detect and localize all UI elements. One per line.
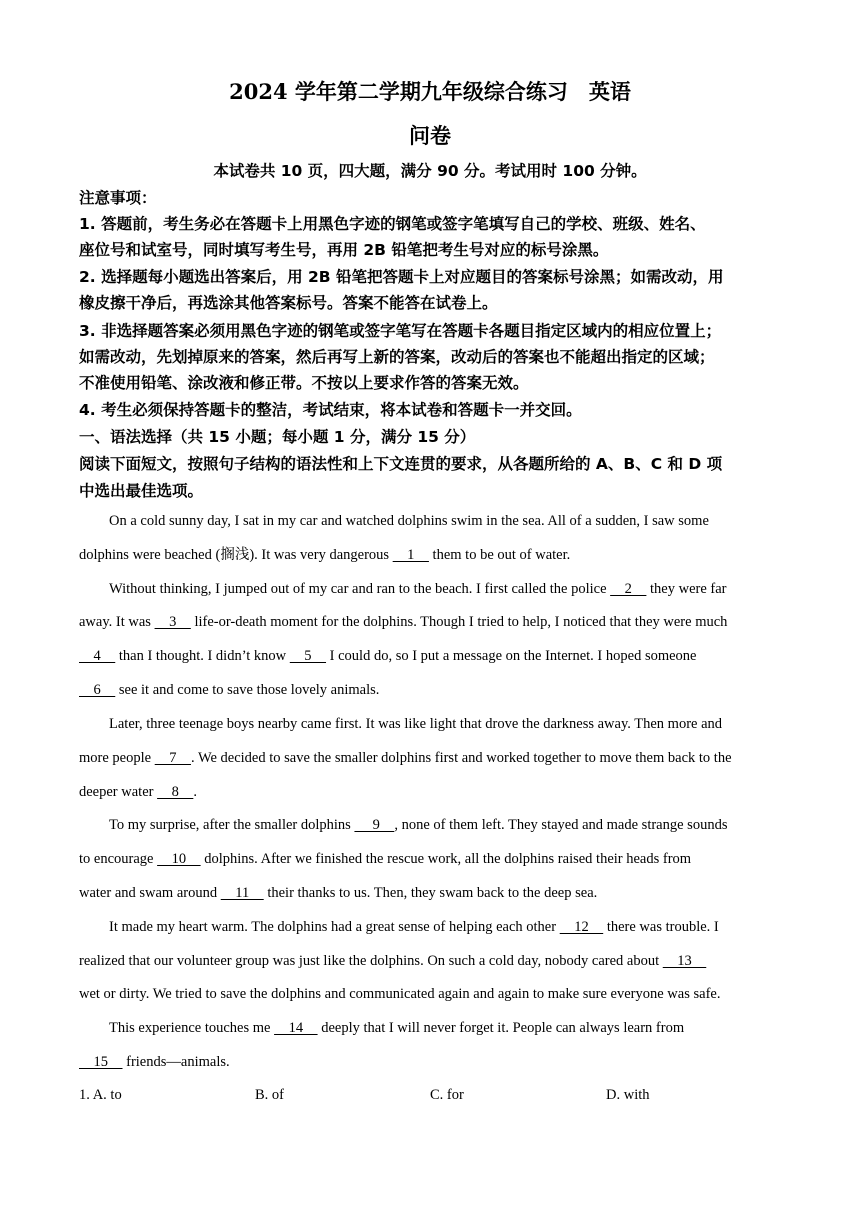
note-line: 橡皮擦干净后，再选涂其他答案标号。答案不能答在试卷上。 [79,294,498,312]
note-line: 3. 非选择题答案必须用黑色字迹的钢笔或签字笔写在答题卡各题目指定区域内的相应位置上； [79,322,722,340]
blank-13: 13 [662,953,707,969]
passage-line: To my surprise, after the smaller dolphins 9 , none of them left. They stayed and made strange sounds [109,817,728,833]
notes-heading: 注意事项： [79,189,157,207]
passage-line: more people 7 . We decided to save the smaller dolphins first and worked together to move them back to the [79,750,732,766]
note-line: 4. 考生必须保持答题卡的整洁，考试结束，将本试卷和答题卡一并交回。 [79,401,582,419]
passage-line: 4 than I thought. I didn’t know 5 I could do, so I put a message on the Internet. I hoped someone [79,648,697,664]
blank-1: 1 [392,547,429,563]
blank-7: 7 [154,750,191,766]
note-line: 如需改动，先划掉原来的答案，然后再写上新的答案，改动后的答案也不能超出指定的区域； [79,348,715,366]
note-line: 1. 答题前，考生务必在答题卡上用黑色字迹的钢笔或签字笔填写自己的学校、班级、姓名、 [79,215,706,233]
note-line: 不准使用铅笔、涂改液和修正带。不按以上要求作答的答案无效。 [79,374,529,392]
blank-4: 4 [79,648,116,664]
blank-8: 8 [157,784,194,800]
section-instruction: 中选出最佳选项。 [79,482,204,500]
passage-line: 6 see it and come to save those lovely animals. [79,682,380,698]
q1-option-b: B. of [255,1087,284,1103]
passage-line: On a cold sunny day, I sat in my car and watched dolphins swim in the sea. All of a sudden, I saw some [109,513,709,529]
exam-info: 本试卷共 10 页，四大题，满分 90 分。考试用时 100 分钟。 [213,162,647,180]
passage-line: dolphins were beached (搁浅). It was very dangerous 1 them to be out of water. [79,547,571,563]
passage-line: away. It was 3 life-or-death moment for the dolphins. Though I tried to help, I noticed that they were much [79,614,728,630]
note-line: 座位号和试室号，同时填写考生号，再用 2B 铅笔把考生号对应的标号涂黑。 [79,241,609,259]
section-instruction: 阅读下面短文，按照句子结构的语法性和上下文连贯的要求，从各题所给的 A、B、C 和 D 项 [79,455,723,473]
blank-9: 9 [354,817,395,833]
passage-line: deeper water 8 . [79,784,197,800]
passage-line: It made my heart warm. The dolphins had a great sense of helping each other 12 there was trouble. I [109,919,719,935]
blank-14: 14 [274,1020,318,1036]
note-line: 2. 选择题每小题选出答案后，用 2B 铅笔把答题卡上对应题目的答案标号涂黑；如需改动，用 [79,268,724,286]
blank-11: 11 [220,885,264,901]
blank-5: 5 [289,648,327,664]
passage-line: to encourage 10 dolphins. After we finished the rescue work, all the dolphins raised their heads from [79,851,692,867]
exam-title: 2024 学年第二学期九年级综合练习 英语 [229,79,631,104]
blank-12: 12 [559,919,604,935]
passage-line: Without thinking, I jumped out of my car and ran to the beach. I first called the police 2 they were far [109,581,727,597]
section-heading: 一、语法选择（共 15 小题；每小题 1 分，满分 15 分） [79,428,476,446]
passage-line: 15 friends—animals. [79,1054,230,1070]
blank-6: 6 [79,682,116,698]
blank-3: 3 [154,614,191,630]
q1-option-a: 1. A. to [79,1087,122,1103]
blank-15: 15 [79,1054,123,1070]
passage-line: wet or dirty. We tried to save the dolphins and communicated again and again to make sure everyone was safe. [79,986,721,1002]
q1-option-d: D. with [606,1087,650,1103]
q1-option-c: C. for [430,1087,464,1103]
blank-10: 10 [157,851,201,867]
passage-line: This experience touches me 14 deeply that I will never forget it. People can always learn from [109,1020,685,1036]
exam-subtitle: 问卷 [409,123,451,148]
passage-line: Later, three teenage boys nearby came first. It was like light that drove the darkness away. Then more and [109,716,723,732]
passage-line: realized that our volunteer group was just like the dolphins. On such a cold day, nobody cared about 13 [79,953,707,969]
blank-2: 2 [610,581,647,597]
passage-line: water and swam around 11 their thanks to us. Then, they swam back to the deep sea. [79,885,598,901]
